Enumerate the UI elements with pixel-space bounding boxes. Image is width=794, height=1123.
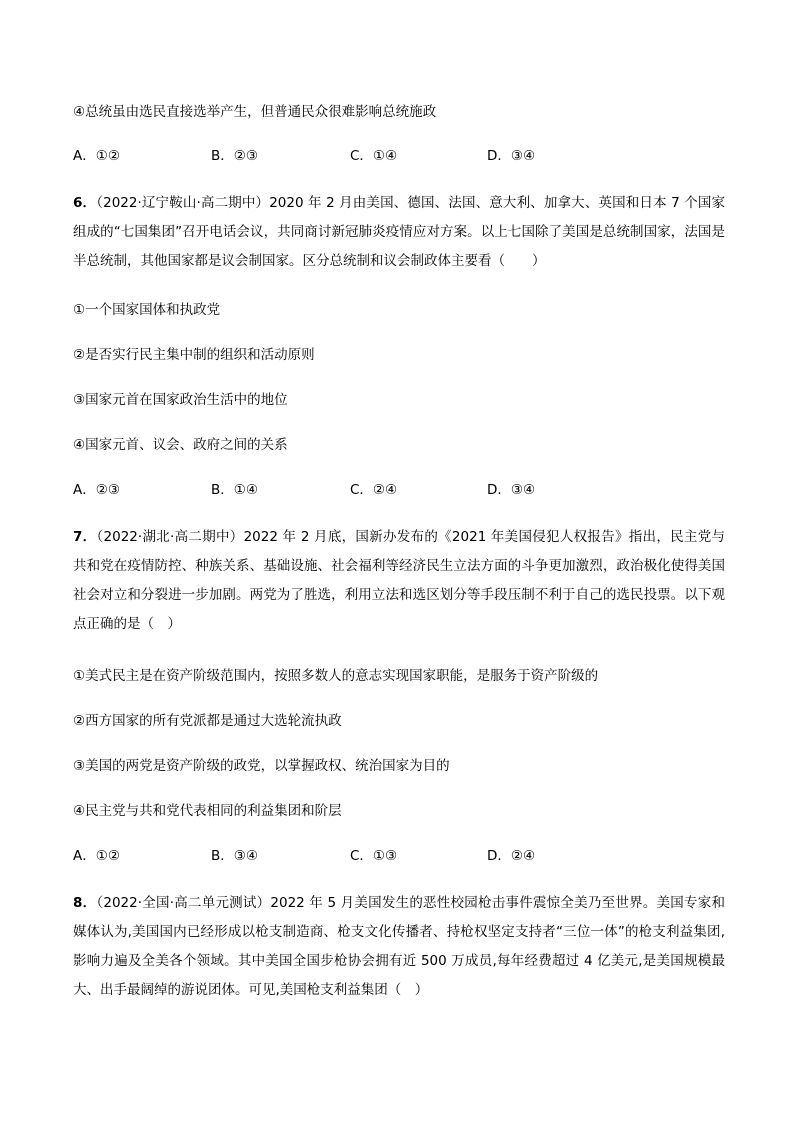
option-item-3: ③国家元首在国家政治生活中的地位 — [73, 392, 288, 408]
choice-d[interactable]: D．②④ — [487, 848, 536, 864]
choice-d[interactable]: D．③④ — [487, 148, 536, 164]
answer-choices-q7 — [73, 846, 723, 866]
option-item-1: ①美式民主是在资产阶级范围内，按照多数人的意志实现国家职能，是服务于资产阶级的 — [73, 668, 599, 684]
question-6-stem — [73, 189, 725, 276]
option-item-4: ④总统虽由选民直接选举产生，但普通民众很难影响总统施政 — [73, 104, 437, 120]
question-8-stem — [73, 889, 725, 1005]
option-item-4: ④国家元首、议会、政府之间的关系 — [73, 437, 288, 453]
question-text: （2022·全国·高二单元测试）2022 年 5 月美国发生的恶性校园枪击事件震惊全美乃至世界。美国专家和媒体认为,美国国内已经形成以枪支制造商、枪支文化传播者、持枪权坚定支持者“三位一体”的枪支利益集团,影响力遍及全美各个领域。其中美国全国步枪协会拥有近 500 万成员,每年经费超过 4 亿美元,是美国规模最大、出手最阔绰的游说团体。可见,美国枪支利益集团（ ） — [73, 895, 725, 998]
option-item-3: ③美国的两党是资产阶级的政党，以掌握政权、统治国家为目的 — [73, 758, 450, 774]
choice-c[interactable]: C．①④ — [350, 148, 398, 164]
question-number: 8． — [73, 895, 97, 911]
option-item-2: ②西方国家的所有党派都是通过大选轮流执政 — [73, 713, 342, 729]
question-number: 6． — [73, 195, 97, 211]
choice-a[interactable]: A．①② — [73, 848, 120, 864]
option-item-4: ④民主党与共和党代表相同的利益集团和阶层 — [73, 803, 342, 819]
question-number: 7． — [73, 529, 97, 545]
question-7-stem — [73, 523, 725, 639]
choice-b[interactable]: B．②③ — [211, 148, 258, 164]
choice-c[interactable]: C．②④ — [350, 482, 398, 498]
choice-a[interactable]: A．①② — [73, 148, 120, 164]
option-item-1: ①一个国家国体和执政党 — [73, 302, 221, 318]
question-text: （2022·辽宁鞍山·高二期中）2020 年 2 月由美国、德国、法国、意大利、加拿大、英国和日本 7 个国家组成的“七国集团”召开电话会议，共同商讨新冠肺炎疫情应对方案。以上七国除了美国是总统制国家，法国是半总统制，其他国家都是议会制国家。区分总统制和议会制政体主要看（ ） — [73, 195, 725, 269]
choice-c[interactable]: C．①③ — [350, 848, 398, 864]
choice-b[interactable]: B．③④ — [211, 848, 258, 864]
choice-b[interactable]: B．①④ — [211, 482, 258, 498]
answer-choices-q5 — [73, 146, 723, 166]
answer-choices-q6 — [73, 480, 723, 500]
option-item-2: ②是否实行民主集中制的组织和活动原则 — [73, 347, 315, 363]
choice-a[interactable]: A．②③ — [73, 482, 120, 498]
choice-d[interactable]: D．③④ — [487, 482, 536, 498]
question-text: （2022·湖北·高二期中）2022 年 2 月底，国新办发布的《2021 年美国侵犯人权报告》指出，民主党与共和党在疫情防控、种族关系、基础设施、社会福利等经济民生立法方面的斗争更加激烈，政治极化使得美国社会对立和分裂进一步加剧。两党为了胜选，利用立法和选区划分等手段压制不利于自己的选民投票。以下观点正确的是（ ） — [73, 529, 725, 632]
